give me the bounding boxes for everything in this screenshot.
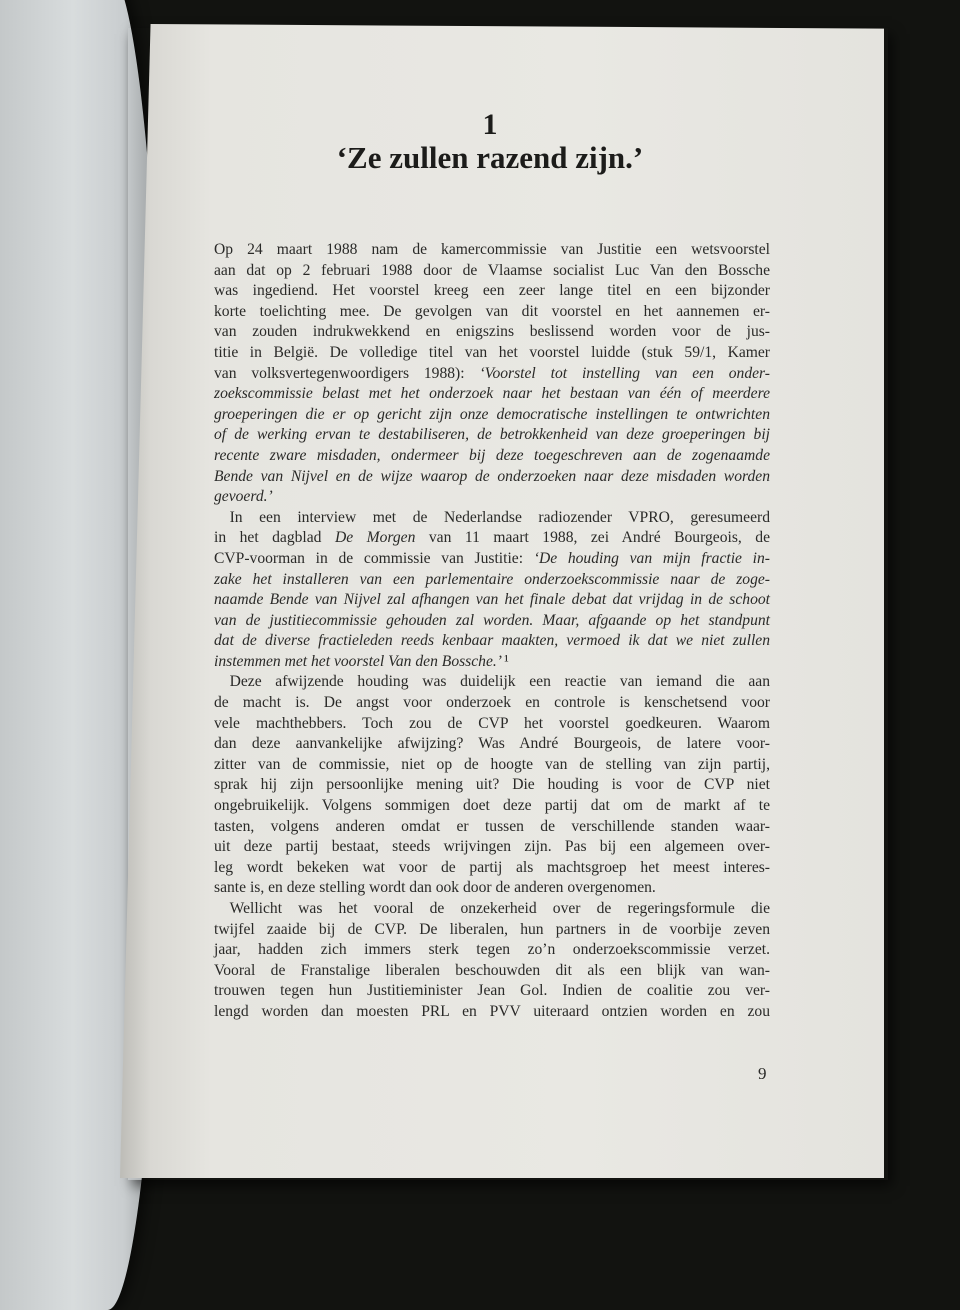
text-segment: dan deze aanvankelijke afwijzing? Was André Bourgeois, de latere voor- <box>214 735 770 753</box>
text-segment: zitter van de commissie, niet op de hoogte van de stelling van zijn partij, <box>214 755 770 773</box>
page-number: 9 <box>758 1064 767 1083</box>
text-line <box>214 425 770 446</box>
text-line <box>214 961 770 982</box>
text-line <box>214 343 770 364</box>
text-line <box>214 796 770 817</box>
text-segment: sprak hij zijn persoonlijke mening uit? Die houding is voor de CVP niet <box>214 776 770 794</box>
text-segment: van zouden indrukwekkend en enigszins beslissend worden voor de jus- <box>214 323 770 341</box>
text-line <box>214 302 770 323</box>
text-line <box>214 775 770 796</box>
text-line <box>214 590 770 611</box>
italic-text: zoekscommissie belast met het onderzoek naar het bestaan van één of meerdere <box>214 385 770 403</box>
italic-text: of de werking ervan te destabiliseren, de betrokkenheid van deze groeperingen bij <box>214 426 770 444</box>
text-segment: van 11 maart 1988, zei André Bourgeois, de <box>415 529 770 547</box>
italic-text: instemmen met het voorstel Van den Bossche.’ <box>214 652 505 670</box>
text-segment: korte toelichting mee. De gevolgen van dit voorstel en het aannemen er- <box>214 302 770 320</box>
italic-text: groeperingen die er op gericht zijn onze democratische instellingen te ontwrichten <box>214 405 770 423</box>
text-line <box>214 652 770 673</box>
text-line <box>214 384 770 405</box>
text-line <box>214 611 770 632</box>
text-line <box>214 549 770 570</box>
text-segment: titie in België. De volledige titel van het voorstel luidde (stuk 59/1, Kamer <box>214 343 770 361</box>
text-segment: leg wordt bekeken wat voor de partij als machtsgroep het meest interes- <box>214 858 770 876</box>
text-line <box>214 240 770 261</box>
italic-text: Bende van Nijvel en de wijze waarop de onderzoeken naar deze misdaden worden <box>214 467 770 485</box>
text-segment: Op 24 maart 1988 nam de kamercommissie van Justitie een wetsvoorstel <box>214 241 770 258</box>
text-segment: uit deze partij bestaat, steeds wrijvingen zijn. Pas bij een algemeen over- <box>214 838 770 856</box>
text-segment: In een interview met de Nederlandse radiozender VPRO, geresumeerd <box>214 508 770 526</box>
text-line <box>214 446 770 467</box>
text-line <box>214 364 770 385</box>
text-segment: de macht is. De angst voor onderzoek en controle is kenschetsend voor <box>214 694 770 712</box>
text-line <box>214 981 770 1002</box>
text-line <box>214 755 770 776</box>
text-line <box>214 837 770 858</box>
text-line <box>214 281 770 302</box>
text-line <box>214 508 770 529</box>
text-line <box>214 672 770 693</box>
text-line <box>214 899 770 920</box>
text-segment: in het dagblad <box>214 529 335 547</box>
italic-text: gevoerd.’ <box>214 488 273 506</box>
text-line <box>214 1002 770 1023</box>
text-segment: trouwen tegen hun Justitieminister Jean Gol. Indien de coalitie zou ver- <box>214 982 770 1000</box>
body-text <box>214 240 770 1023</box>
text-segment: Deze afwijzende houding was duidelijk een reactie van iemand die aan <box>214 673 770 691</box>
text-segment: tasten, volgens anderen omdat er tussen de verschillende standen waar- <box>214 817 770 835</box>
text-segment: was ingediend. Het voorstel kreeg een zeer lange titel en een bijzonder <box>214 282 770 300</box>
text-segment: CVP-voorman in de commissie van Justitie: <box>214 549 534 567</box>
text-line <box>214 467 770 488</box>
text-line <box>214 322 770 343</box>
italic-text: recente zware misdaden, ondermeer bij deze toegeschreven aan de zogenaamde <box>214 446 770 464</box>
text-line <box>214 528 770 549</box>
text-line <box>214 817 770 838</box>
text-segment: van volksvertegenwoordigers 1988): <box>214 364 480 382</box>
text-line <box>214 714 770 735</box>
text-line <box>214 878 770 899</box>
text-line <box>214 858 770 879</box>
text-segment: vele machthebbers. Toch zou de CVP het voorstel goedkeuren. Waarom <box>214 714 770 732</box>
text-line <box>214 693 770 714</box>
text-line <box>214 631 770 652</box>
text-segment: ongebruikelijk. Volgens sommigen doet deze partij dat om de markt af te <box>214 797 770 815</box>
text-line <box>214 734 770 755</box>
italic-text: zake het installeren van een parlementaire onderzoekscommissie naar de zoge- <box>214 570 770 588</box>
text-line <box>214 405 770 426</box>
text-line <box>214 920 770 941</box>
italic-text: naamde Bende van Nijvel zal afhangen van het finale debat dat vrijdag in de schoot <box>214 591 770 609</box>
italic-text: van de justitiecommissie gehouden zal worden. Maar, afgaande op het standpunt <box>214 611 770 629</box>
text-segment: jaar, hadden zich immers sterk tegen zo’n onderzoekscommissie verzet. <box>214 941 770 959</box>
italic-text: dat de diverse fractieleden reeds kenbaar maakten, vermoed ik dat we niet zullen <box>214 632 770 650</box>
italic-text: De Morgen <box>334 529 416 547</box>
chapter-title: ‘Ze zullen razend zijn.’ <box>336 140 644 175</box>
text-segment: Vooral de Franstalige liberalen beschouwden dit als een blijk van wan- <box>214 961 770 979</box>
text-line <box>214 940 770 961</box>
text-line <box>214 570 770 591</box>
text-segment: twijfel zaaide bij de CVP. De liberalen, hun partners in de voorbije zeven <box>214 920 770 938</box>
text-segment: Wellicht was het vooral de onzekerheid over de regeringsformule die <box>214 900 770 917</box>
chapter-number: 1 <box>482 108 498 141</box>
text-line <box>214 261 770 282</box>
text-segment: aan dat op 2 februari 1988 door de Vlaamse socialist Luc Van den Bossche <box>214 261 770 279</box>
text-segment: lengd worden dan moesten PRL en PVV uiteraard ontzien worden en zou <box>214 1002 770 1020</box>
text-line <box>214 487 770 508</box>
italic-text: ‘De houding van mijn fractie in- <box>533 549 771 567</box>
italic-text: ‘Voorstel tot instelling van een onder- <box>479 364 770 382</box>
text-segment: ¹ <box>504 652 509 670</box>
text-segment: sante is, en deze stelling wordt dan ook door de anderen overgenomen. <box>214 879 656 897</box>
